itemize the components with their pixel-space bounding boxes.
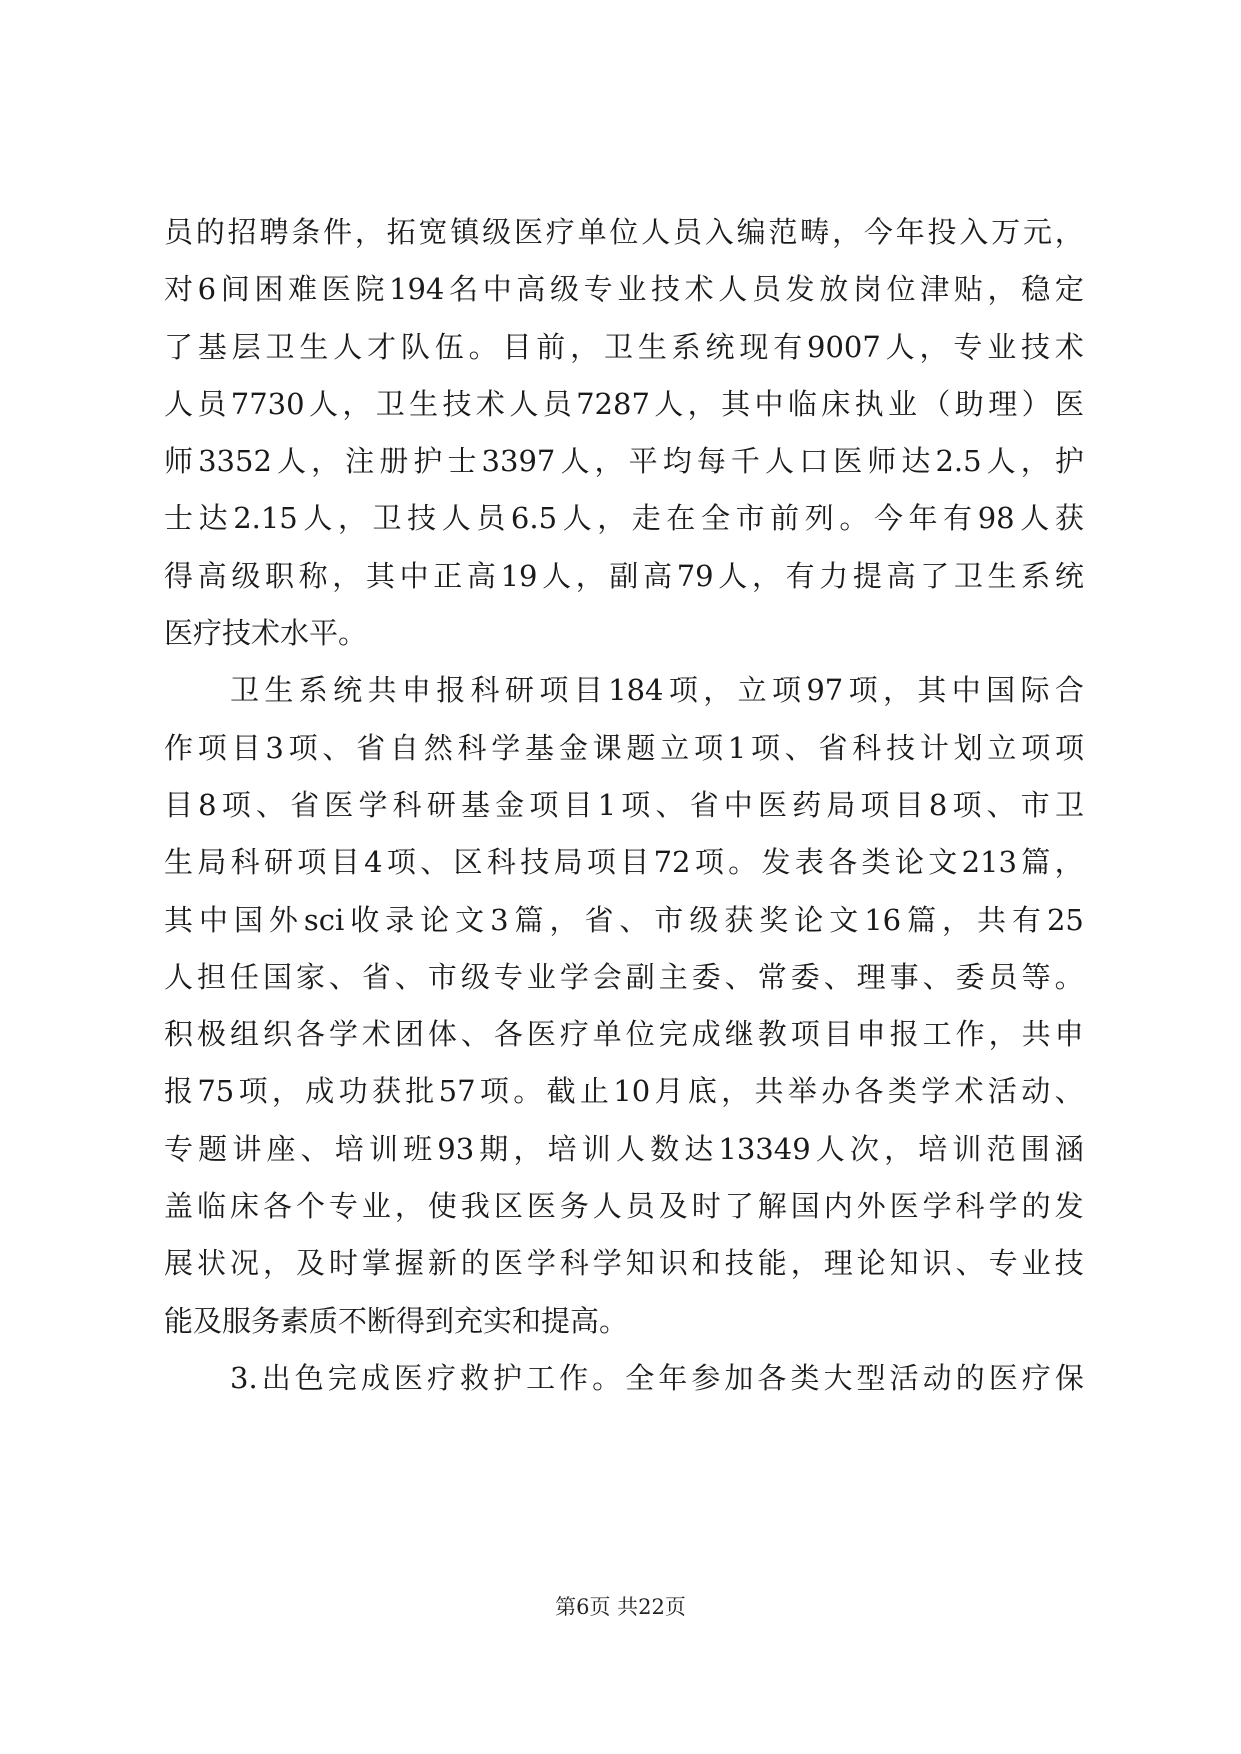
- paragraph-staffing: [164, 204, 1084, 662]
- text-line: 3. 出 色 完 成 医 疗 救 护 工 作 。 全 年 参 加 各 类 大 型 活 动 的 医 疗 保: [230, 1360, 1084, 1395]
- text-line: 卫 生 系 统 共 申 报 科 研 项 目 184 项 ， 立 项 97 项 ， 其 中 国 际 合: [230, 673, 1084, 708]
- text-line: 展 状 况 ， 及 时 掌 握 新 的 医 学 科 学 知 识 和 技 能 ， 理 论 知 识 、 专 业 技: [164, 1246, 1084, 1281]
- page-number: 第6页 共22页: [555, 1595, 686, 1619]
- text-line: 得 高 级 职 称 ， 其 中 正 高 19 人 ， 副 高 79 人 ， 有 力 提 高 了 卫 生 系 统: [164, 558, 1084, 593]
- text-line: 对 6 间 困 难 医 院 194 名 中 高 级 专 业 技 术 人 员 发 放 岗 位 津 贴 ， 稳 定: [164, 272, 1084, 307]
- text-line: 能及服务素质不断得到充实和提高。: [164, 1303, 629, 1338]
- text-line: 人 员 7730 人 ， 卫 生 技 术 人 员 7287 人 ， 其 中 临 床 执 业 （ 助 理 ） 医: [164, 386, 1084, 421]
- text-line: 作 项 目 3 项 、 省 自 然 科 学 基 金 课 题 立 项 1 项 、 省 科 技 计 划 立 项 项: [164, 730, 1084, 765]
- text-line: 目 8 项 、 省 医 学 科 研 基 金 项 目 1 项 、 省 中 医 药 局 项 目 8 项 、 市 卫: [164, 787, 1084, 822]
- text-line: 专 题 讲 座 、 培 训 班 93 期 ， 培 训 人 数 达 13349 人 次 ， 培 训 范 围 涵: [164, 1131, 1084, 1166]
- text-line: 医疗技术水平。: [164, 616, 368, 651]
- text-line: 人 担 任 国 家 、 省 、 市 级 专 业 学 会 副 主 委 、 常 委 、 理 事 、 委 员 等 。: [164, 959, 1084, 994]
- page-footer: [0, 1592, 1241, 1622]
- text-line: 士 达 2.15 人 ， 卫 技 人 员 6.5 人 ， 走 在 全 市 前 列 。 今 年 有 98 人 获: [164, 501, 1084, 536]
- document-body: [164, 204, 1084, 1407]
- text-line: 报 75 项 ， 成 功 获 批 57 项 。 截 止 10 月 底 ， 共 举 办 各 类 学 术 活 动 、: [164, 1074, 1084, 1109]
- text-line: 了 基 层 卫 生 人 才 队 伍 。 目 前 ， 卫 生 系 统 现 有 9007 人 ， 专 业 技 术: [164, 329, 1084, 364]
- text-line: 积 极 组 织 各 学 术 团 体 、 各 医 疗 单 位 完 成 继 教 项 目 申 报 工 作 ， 共 申: [164, 1017, 1084, 1052]
- text-line: 其 中 国 外 sci 收 录 论 文 3 篇 ， 省 、 市 级 获 奖 论 文 16 篇 ， 共 有 25: [164, 902, 1084, 937]
- paragraph-rescue: [164, 1350, 1084, 1407]
- text-line: 盖 临 床 各 个 专 业 ， 使 我 区 医 务 人 员 及 时 了 解 国 内 外 医 学 科 学 的 发: [164, 1189, 1084, 1224]
- text-line: 员 的 招 聘 条 件 ， 拓 宽 镇 级 医 疗 单 位 人 员 入 编 范 畴 ， 今 年 投 入 万 元 ，: [164, 215, 1084, 249]
- text-line: 生 局 科 研 项 目 4 项 、 区 科 技 局 项 目 72 项 。 发 表 各 类 论 文 213 篇 ，: [164, 845, 1084, 880]
- text-line: 师 3352 人 ， 注 册 护 士 3397 人 ， 平 均 每 千 人 口 医 师 达 2.5 人 ， 护: [164, 444, 1084, 479]
- paragraph-research: [164, 662, 1084, 1350]
